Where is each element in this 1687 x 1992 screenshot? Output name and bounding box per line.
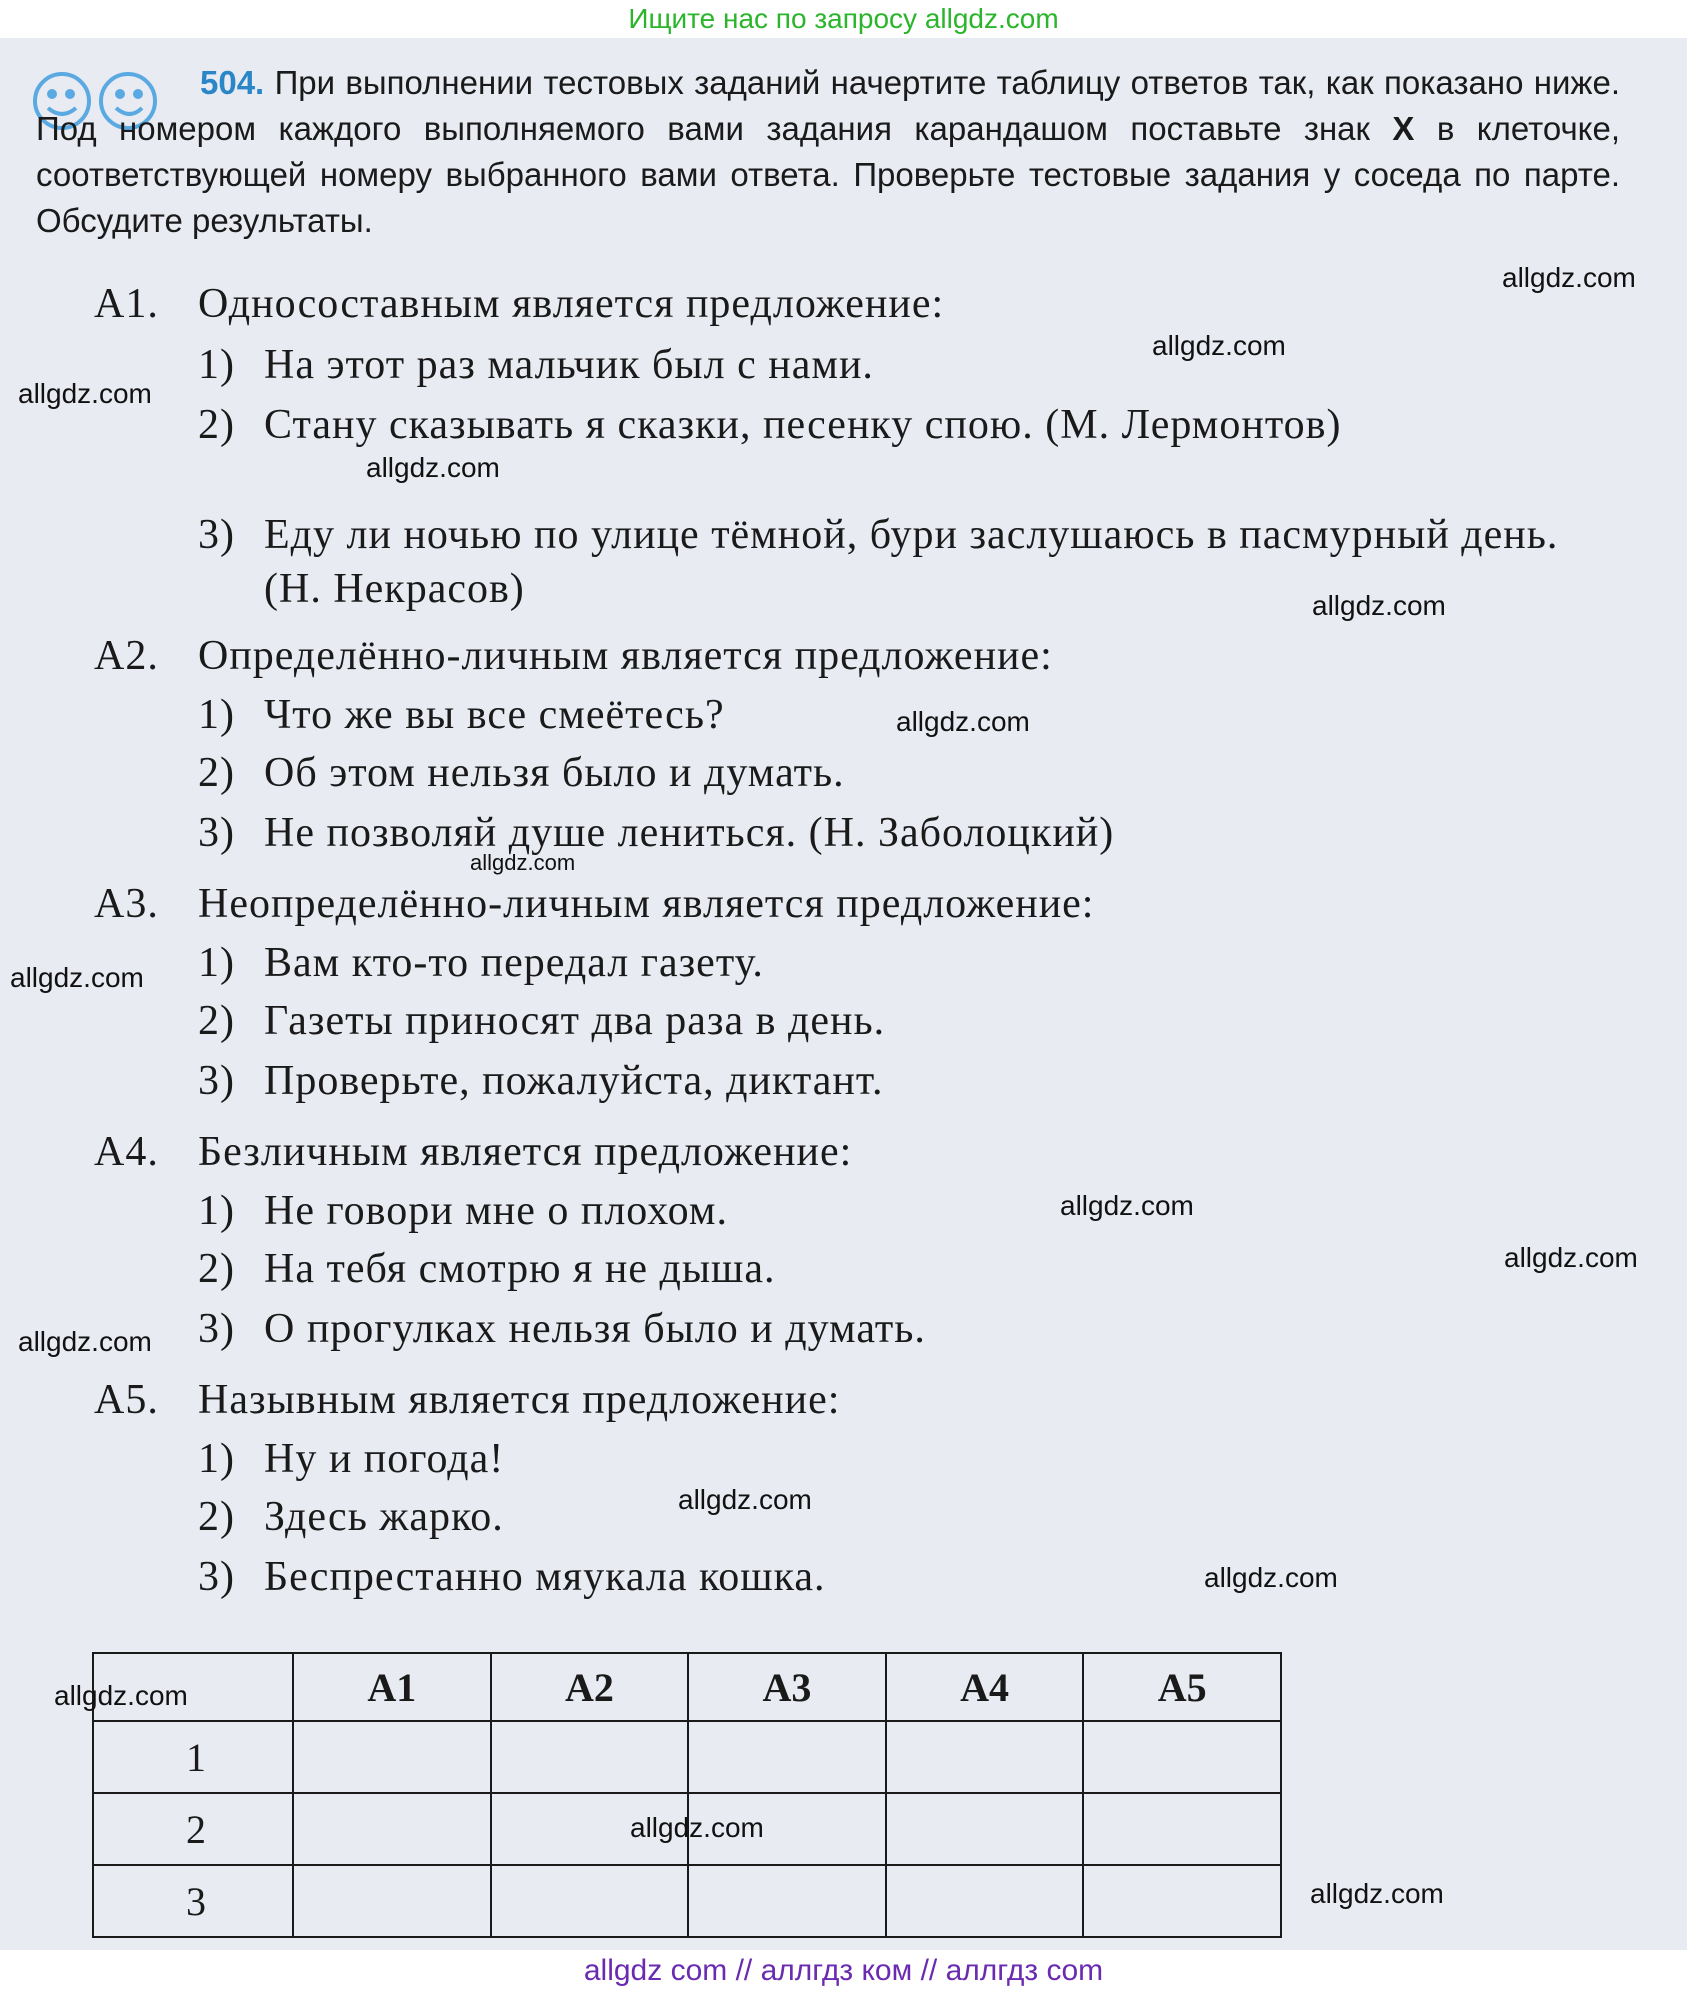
answer-row-label: 1 [93, 1721, 293, 1793]
question-a2-option-3 [198, 806, 1618, 860]
option-text: Проверьте, пожалуйста, диктант. [264, 1058, 884, 1104]
option-number: 2) [198, 402, 235, 448]
question-a5-option-3 [198, 1550, 1618, 1604]
question-a4-heading [94, 1128, 852, 1176]
question-a1-heading [94, 280, 944, 328]
watermark: allgdz.com [1310, 1878, 1444, 1909]
option-number: 1) [198, 1436, 235, 1482]
watermark: allgdz.com [678, 1484, 812, 1515]
answer-cell [886, 1793, 1084, 1865]
question-a3-option-3 [198, 1054, 1618, 1108]
answer-table-header: А2 [491, 1653, 689, 1721]
option-text: Не говори мне о плохом. [264, 1188, 728, 1234]
question-a1-option-1 [198, 338, 1618, 392]
answer-cell [491, 1865, 689, 1937]
question-a3-heading [94, 880, 1094, 928]
option-number: 1) [198, 1188, 235, 1234]
answer-cell [491, 1721, 689, 1793]
question-code: А1. [94, 281, 159, 327]
option-text: Еду ли ночью по улице тёмной, бури заслушаюсь в пасмурный день. (Н. Некрасов) [264, 512, 1559, 612]
watermark: allgdz.com [630, 1812, 764, 1843]
option-number: 3) [198, 1554, 235, 1600]
question-a4-option-2 [198, 1242, 1618, 1296]
question-a2-option-2 [198, 746, 1618, 800]
watermark: allgdz.com [1204, 1562, 1338, 1593]
watermark: allgdz.com [470, 850, 576, 875]
answer-table-header: А4 [886, 1653, 1084, 1721]
watermark: allgdz.com [1060, 1190, 1194, 1221]
x-mark: X [1392, 110, 1415, 147]
answer-cell [1083, 1721, 1281, 1793]
question-a1-option-2 [198, 398, 1618, 452]
option-text: Стану сказывать я сказки, песенку спою. (М. Лермонтов) [264, 402, 1342, 448]
answer-table-header: А3 [688, 1653, 886, 1721]
option-text: Не позволяй душе лениться. (Н. Заболоцкий) [264, 810, 1115, 856]
option-text: На тебя смотрю я не дыша. [264, 1246, 776, 1292]
option-number: 2) [198, 1246, 235, 1292]
option-number: 1) [198, 692, 235, 738]
option-number: 3) [198, 512, 235, 558]
table-row [93, 1721, 1281, 1793]
watermark: allgdz.com [18, 1326, 152, 1357]
option-text: Об этом нельзя было и думать. [264, 750, 845, 796]
option-text: Газеты приносят два раза в день. [264, 998, 886, 1044]
question-code: А2. [94, 633, 159, 679]
question-prompt: Односоставным является предложение: [198, 281, 945, 327]
option-text: Что же вы все смеётесь? [264, 692, 725, 738]
answer-row-label: 3 [93, 1865, 293, 1937]
question-prompt: Назывным является предложение: [198, 1377, 841, 1423]
answer-row-label: 2 [93, 1793, 293, 1865]
question-a5-heading [94, 1376, 840, 1424]
answer-cell [1083, 1865, 1281, 1937]
question-a3-option-1 [198, 936, 1618, 990]
option-text: На этот раз мальчик был с нами. [264, 342, 874, 388]
question-prompt: Безличным является предложение: [198, 1129, 853, 1175]
option-text: О прогулках нельзя было и думать. [264, 1306, 926, 1352]
option-number: 1) [198, 342, 235, 388]
option-number: 3) [198, 1058, 235, 1104]
answer-cell [1083, 1793, 1281, 1865]
option-number: 1) [198, 940, 235, 986]
question-a5-option-2 [198, 1490, 1618, 1544]
watermark: allgdz.com [1504, 1242, 1638, 1273]
watermark: allgdz.com [896, 706, 1030, 737]
question-a4-option-1 [198, 1184, 1618, 1238]
question-code: А3. [94, 881, 159, 927]
answer-table-header: А5 [1083, 1653, 1281, 1721]
bottom-banner[interactable]: allgdz com // аллгдз ком // аллгдз com [583, 1954, 1104, 1987]
watermark: allgdz.com [1502, 262, 1636, 293]
question-prompt: Определённо-личным является предложение: [198, 633, 1053, 679]
option-text: Здесь жарко. [264, 1494, 504, 1540]
answer-cell [688, 1865, 886, 1937]
answer-table [92, 1652, 1282, 1938]
watermark: allgdz.com [1312, 590, 1446, 621]
answer-cell [886, 1721, 1084, 1793]
watermark: allgdz.com [10, 962, 144, 993]
answer-cell [688, 1721, 886, 1793]
answer-cell [293, 1865, 491, 1937]
answer-table-header: А1 [293, 1653, 491, 1721]
question-code: А4. [94, 1129, 159, 1175]
question-a5-option-1 [198, 1432, 1618, 1486]
answer-cell [293, 1793, 491, 1865]
answer-table-header-row [93, 1653, 1281, 1721]
exercise-intro [36, 60, 1620, 244]
question-code: А5. [94, 1377, 159, 1423]
answer-cell [293, 1721, 491, 1793]
answer-cell [886, 1865, 1084, 1937]
watermark: allgdz.com [54, 1680, 188, 1711]
exercise-text-1: При выполнении тестовых заданий начертите таблицу ответов так, как показано ниже. Под номером каждого выполняемого вами задания карандашом поставьте знак [36, 64, 1621, 147]
question-prompt: Неопределённо-личным является предложение: [198, 881, 1095, 927]
watermark: allgdz.com [18, 378, 152, 409]
question-a3-option-2 [198, 994, 1618, 1048]
exercise-text-2: в клеточке, соответствующей номеру выбранного вами ответа. Проверьте тестовые задания у соседа по парте. Обсудите результаты. [36, 110, 1621, 239]
watermark: allgdz.com [366, 452, 500, 483]
top-banner[interactable]: Ищите нас по запросу allgdz.com [628, 3, 1059, 34]
option-number: 2) [198, 750, 235, 796]
option-number: 2) [198, 1494, 235, 1540]
option-number: 3) [198, 1306, 235, 1352]
table-row [93, 1865, 1281, 1937]
question-a4-option-3 [198, 1302, 1618, 1356]
option-number: 2) [198, 998, 235, 1044]
watermark: allgdz.com [1152, 330, 1286, 361]
question-a2-heading [94, 632, 1053, 680]
option-number: 3) [198, 810, 235, 856]
option-text: Вам кто-то передал газету. [264, 940, 764, 986]
exercise-number: 504. [200, 64, 265, 101]
option-text: Беспрестанно мяукала кошка. [264, 1554, 826, 1600]
option-text: Ну и погода! [264, 1436, 505, 1482]
